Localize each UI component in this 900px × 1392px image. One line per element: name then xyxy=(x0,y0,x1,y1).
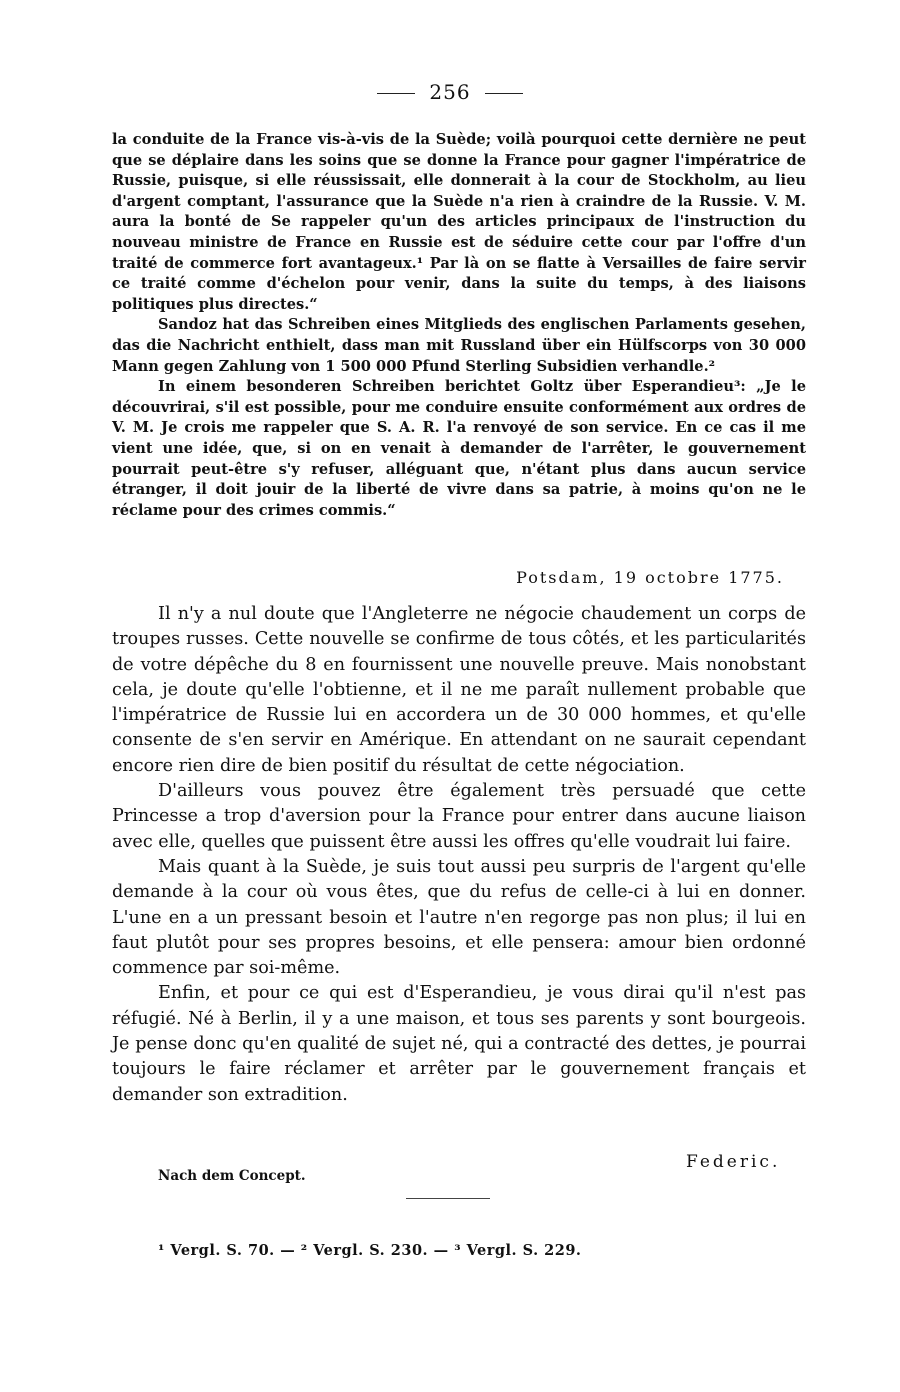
letter-paragraph-1: Il n'y a nul doute que l'Angleterre ne négocie chaudement un corps de troupes russes. Cette nouvelle se confirme de tous côtés, et les particularités de votre dépêche du 8 en fournissent une nouvelle preuve. Mais nonobstant cela, je doute qu'elle l'obtienne, et il ne me paraît nullement probable que l'impératrice de Russie lui en accordera un de 30 000 hommes, et qu'elle consente de s'en servir en Amérique. En attendant on ne saurait cependant encore rien dire de bien positif du résultat de cette négociation. xyxy=(112,604,806,776)
letter-body xyxy=(112,602,806,1108)
page-number xyxy=(0,80,900,104)
intro-paragraph-3: In einem besonderen Schreiben berichtet Goltz über Esperandieu³: „Je le découvrirai, s'il est possible, pour me conduire ensuite conformément aux ordres de V. M. Je crois me rappeler que S. A. R. l'a renvoyé de son service. En ce cas il me vient une idée, que, si on en venait à demander de l'arrêter, le gouvernement pourrait peut-être s'y refuser, alléguant que, n'étant plus dans aucun service étranger, il doit jouir de la liberté de vivre dans sa patrie, à moins qu'on ne le réclame pour des crimes commis.“ xyxy=(112,378,806,519)
page-number-dash-right xyxy=(485,93,523,94)
source-note: Nach dem Concept. xyxy=(158,1168,306,1184)
intro-paragraph-1: la conduite de la France vis-à-vis de la Suède; voilà pourquoi cette dernière ne peut que se déplaire dans les soins que se donne la France pour gagner l'impératrice de Russie, puisque, si elle réussissait, elle donnerait à la cour de Stockholm, au lieu d'argent comptant, l'assurance que la Suède n'a rien à craindre de la Russie. V. M. aura la bonté de Se rappeler qu'un des articles principaux de l'instruction du nouveau ministre de France en Russie est de séduire cette cour par l'offre d'un traité de commerce fort avantageux.¹ Par là on se flatte à Versailles de faire servir ce traité comme d'échelon pour venir, dans la suite du temps, à des liaisons politiques plus directes.“ xyxy=(112,131,806,313)
dateline: Potsdam, 19 octobre 1775. xyxy=(516,568,784,587)
intro-text-block xyxy=(112,130,806,521)
letter-paragraph-2: D'ailleurs vous pouvez être également très persuadé que cette Princesse a trop d'aversion pour la France pour entrer dans aucune liaison avec elle, quelles que puissent être aussi les offres qu'elle voudrait lui faire. xyxy=(112,781,806,852)
signature: Federic. xyxy=(686,1152,781,1172)
footnotes: ¹ Vergl. S. 70. — ² Vergl. S. 230. — ³ Vergl. S. 229. xyxy=(158,1242,582,1259)
page-number-text: 256 xyxy=(429,80,471,104)
footnote-divider xyxy=(406,1198,490,1199)
letter-paragraph-3: Mais quant à la Suède, je suis tout aussi peu surpris de l'argent qu'elle demande à la cour où vous êtes, que du refus de celle-ci à lui en donner. L'une en a un pressant besoin et l'autre n'en regorge pas non plus; il lui en faut plutôt pour ses propres besoins, et elle pensera: amour bien ordonné commence par soi-même. xyxy=(112,856,806,979)
letter-paragraph-4: Enfin, et pour ce qui est d'Esperandieu, je vous dirai qu'il n'est pas réfugié. Né à Berlin, il y a une maison, et tous ses parents y sont bourgeois. Je pense donc qu'en qualité de sujet né, qui a contracté des dettes, je pourrai toujours le faire réclamer et arrêter par le gouvernement français et demander son extradition. xyxy=(112,983,806,1105)
intro-paragraph-2: Sandoz hat das Schreiben eines Mitglieds des englischen Parlaments gesehen, das die Nachricht enthielt, dass man mit Russland über ein Hülfscorps von 30 000 Mann gegen Zahlung von 1 500 000 Pfund Sterling Subsidien verhandle.² xyxy=(112,316,806,375)
page-number-dash-left xyxy=(377,93,415,94)
